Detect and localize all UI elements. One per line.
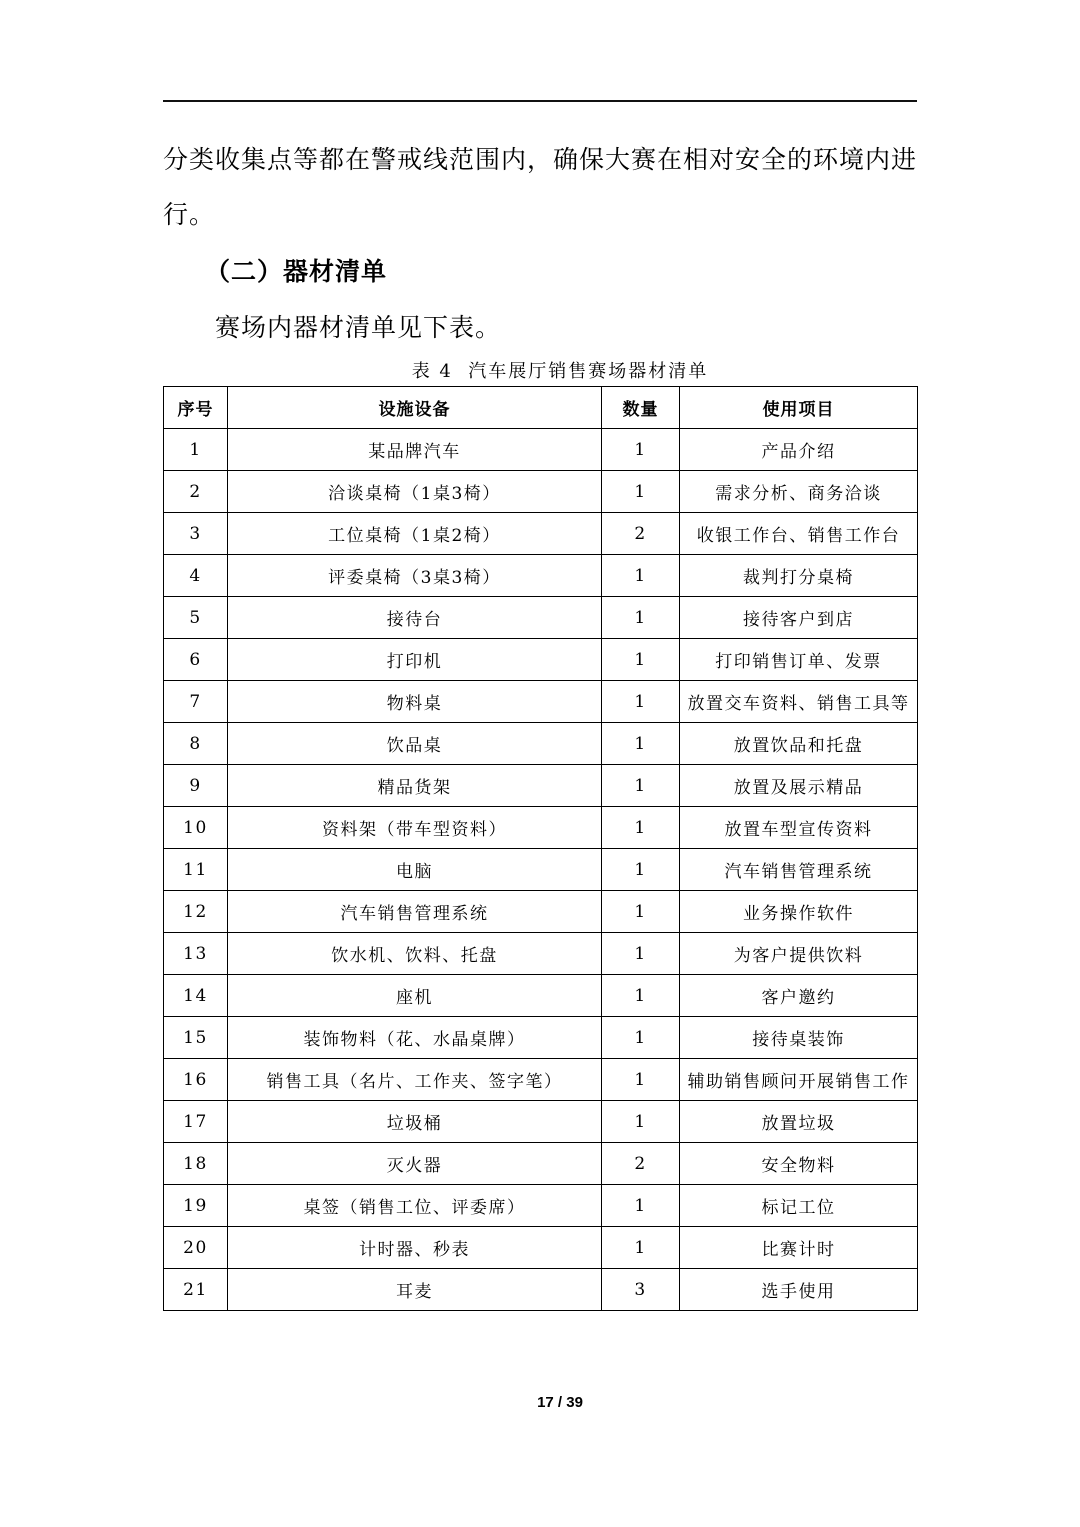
usage-cell: 收银工作台、销售工作台 <box>680 513 918 555</box>
row-number-cell: 20 <box>164 1227 228 1269</box>
header-quantity: 数量 <box>602 387 680 429</box>
equipment-cell: 汽车销售管理系统 <box>228 891 602 933</box>
table-row <box>164 429 918 471</box>
usage-cell: 放置车型宣传资料 <box>680 807 918 849</box>
row-number-cell: 13 <box>164 933 228 975</box>
table-row <box>164 807 918 849</box>
header-rule <box>163 100 917 102</box>
table-row <box>164 723 918 765</box>
quantity-cell: 1 <box>602 891 680 933</box>
row-number-cell: 21 <box>164 1269 228 1311</box>
equipment-cell: 打印机 <box>228 639 602 681</box>
usage-cell: 放置及展示精品 <box>680 765 918 807</box>
row-number-cell: 19 <box>164 1185 228 1227</box>
row-number-cell: 8 <box>164 723 228 765</box>
header-equipment: 设施设备 <box>228 387 602 429</box>
table-row <box>164 555 918 597</box>
quantity-cell: 3 <box>602 1269 680 1311</box>
paragraph-line-1: 分类收集点等都在警戒线范围内，确保大赛在相对安全的环境内进 <box>163 145 918 174</box>
header-usage: 使用项目 <box>680 387 918 429</box>
quantity-cell: 1 <box>602 555 680 597</box>
table-body <box>164 429 918 1311</box>
table-row <box>164 1059 918 1101</box>
quantity-cell: 1 <box>602 1101 680 1143</box>
row-number-cell: 7 <box>164 681 228 723</box>
row-number-cell: 3 <box>164 513 228 555</box>
usage-cell: 比赛计时 <box>680 1227 918 1269</box>
quantity-cell: 1 <box>602 1185 680 1227</box>
usage-cell: 客户邀约 <box>680 975 918 1017</box>
quantity-cell: 1 <box>602 429 680 471</box>
quantity-cell: 1 <box>602 933 680 975</box>
quantity-cell: 1 <box>602 1059 680 1101</box>
usage-cell: 标记工位 <box>680 1185 918 1227</box>
row-number-cell: 5 <box>164 597 228 639</box>
quantity-cell: 1 <box>602 639 680 681</box>
equipment-cell: 灭火器 <box>228 1143 602 1185</box>
quantity-cell: 1 <box>602 681 680 723</box>
usage-cell: 放置垃圾 <box>680 1101 918 1143</box>
equipment-cell: 装饰物料（花、水晶桌牌） <box>228 1017 602 1059</box>
equipment-cell: 垃圾桶 <box>228 1101 602 1143</box>
quantity-cell: 1 <box>602 723 680 765</box>
row-number-cell: 15 <box>164 1017 228 1059</box>
equipment-cell: 评委桌椅（3桌3椅） <box>228 555 602 597</box>
usage-cell: 选手使用 <box>680 1269 918 1311</box>
table-row <box>164 597 918 639</box>
equipment-cell: 饮品桌 <box>228 723 602 765</box>
row-number-cell: 14 <box>164 975 228 1017</box>
page-number: 17 / 39 <box>537 1394 583 1411</box>
row-number-cell: 16 <box>164 1059 228 1101</box>
usage-cell: 安全物料 <box>680 1143 918 1185</box>
equipment-cell: 接待台 <box>228 597 602 639</box>
row-number-cell: 10 <box>164 807 228 849</box>
usage-cell: 为客户提供饮料 <box>680 933 918 975</box>
usage-cell: 裁判打分桌椅 <box>680 555 918 597</box>
quantity-cell: 2 <box>602 513 680 555</box>
equipment-cell: 销售工具（名片、工作夹、签字笔） <box>228 1059 602 1101</box>
section-heading: （二）器材清单 <box>205 258 388 286</box>
usage-cell: 辅助销售顾问开展销售工作 <box>680 1059 918 1101</box>
table-row <box>164 681 918 723</box>
row-number-cell: 17 <box>164 1101 228 1143</box>
row-number-cell: 11 <box>164 849 228 891</box>
equipment-cell: 座机 <box>228 975 602 1017</box>
table-caption: 表 4 汽车展厅销售赛场器材清单 <box>411 361 709 382</box>
table-row <box>164 639 918 681</box>
usage-cell: 需求分析、商务洽谈 <box>680 471 918 513</box>
quantity-cell: 1 <box>602 1017 680 1059</box>
table-row <box>164 1017 918 1059</box>
equipment-cell: 洽谈桌椅（1桌3椅） <box>228 471 602 513</box>
usage-cell: 接待桌装饰 <box>680 1017 918 1059</box>
usage-cell: 放置交车资料、销售工具等 <box>680 681 918 723</box>
table-row <box>164 975 918 1017</box>
table-row <box>164 891 918 933</box>
table-row <box>164 513 918 555</box>
table-row <box>164 933 918 975</box>
quantity-cell: 2 <box>602 1143 680 1185</box>
quantity-cell: 1 <box>602 1227 680 1269</box>
row-number-cell: 4 <box>164 555 228 597</box>
usage-cell: 接待客户到店 <box>680 597 918 639</box>
usage-cell: 放置饮品和托盘 <box>680 723 918 765</box>
usage-cell: 产品介绍 <box>680 429 918 471</box>
quantity-cell: 1 <box>602 765 680 807</box>
row-number-cell: 2 <box>164 471 228 513</box>
usage-cell: 汽车销售管理系统 <box>680 849 918 891</box>
usage-cell: 业务操作软件 <box>680 891 918 933</box>
equipment-cell: 电脑 <box>228 849 602 891</box>
table-row <box>164 1269 918 1311</box>
equipment-cell: 桌签（销售工位、评委席） <box>228 1185 602 1227</box>
table-row <box>164 765 918 807</box>
usage-cell: 打印销售订单、发票 <box>680 639 918 681</box>
row-number-cell: 6 <box>164 639 228 681</box>
table-row <box>164 1227 918 1269</box>
table-row <box>164 849 918 891</box>
row-number-cell: 9 <box>164 765 228 807</box>
table-row <box>164 1101 918 1143</box>
equipment-cell: 工位桌椅（1桌2椅） <box>228 513 602 555</box>
table-row <box>164 1143 918 1185</box>
equipment-cell: 耳麦 <box>228 1269 602 1311</box>
quantity-cell: 1 <box>602 597 680 639</box>
intro-text: 赛场内器材清单见下表。 <box>215 313 502 342</box>
equipment-cell: 某品牌汽车 <box>228 429 602 471</box>
equipment-table <box>163 386 918 1311</box>
table-row <box>164 471 918 513</box>
header-number: 序号 <box>164 387 228 429</box>
row-number-cell: 12 <box>164 891 228 933</box>
quantity-cell: 1 <box>602 975 680 1017</box>
equipment-cell: 计时器、秒表 <box>228 1227 602 1269</box>
equipment-cell: 饮水机、饮料、托盘 <box>228 933 602 975</box>
quantity-cell: 1 <box>602 807 680 849</box>
equipment-cell: 精品货架 <box>228 765 602 807</box>
equipment-cell: 资料架（带车型资料） <box>228 807 602 849</box>
table-row <box>164 1185 918 1227</box>
paragraph-line-2: 行。 <box>163 200 216 229</box>
row-number-cell: 18 <box>164 1143 228 1185</box>
row-number-cell: 1 <box>164 429 228 471</box>
quantity-cell: 1 <box>602 849 680 891</box>
equipment-cell: 物料桌 <box>228 681 602 723</box>
quantity-cell: 1 <box>602 471 680 513</box>
table-header-row <box>164 387 918 429</box>
